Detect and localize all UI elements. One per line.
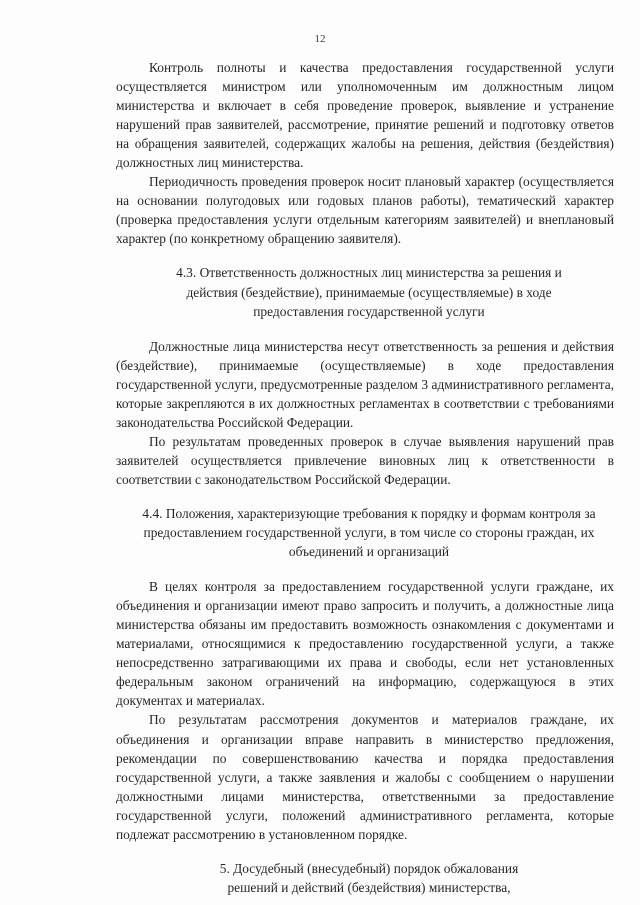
spacer [116,844,614,859]
spacer [116,561,614,577]
heading-section-4-4: 4.4. Положения, характеризующие требования к порядку и формам контроля за предоставлением государственной услуги, в том числе со стороны граждан, их объединений и организаций [142,505,596,560]
spacer [116,489,614,504]
paragraph-inspection-periodicity: Периодичность проведения проверок носит плановый характер (осуществляется на основании полугодовых или годовых планов работы), тематический характер (проверка предоставления услуги отдельным категориям заявителей) и внеплановый характер (по конкретному обращению заявителя). [116,174,614,247]
paragraph-control-scope: Контроль полноты и качества предоставления государственной услуги осуществляется министром или уполномоченным им должностным лицом министерства и включает в себя проведение проверок, выявление и устранение нарушений прав заявителей, рассмотрение, принятие решений и подготовку ответов на обращения заявителей, содержащих жалобы на решения, действия (бездействия) должностных лиц министерства. [116,60,614,171]
spacer [116,248,614,263]
paragraph-citizen-proposals: По результатам рассмотрения документов и материалов граждане, их объединения и организации вправе направить в министерство предложения, рекомендации по совершенствованию качества и порядка предоставления государственной услуги, а также заявления и жалобы с сообщением о нарушении должностными лицами министерства, ответственными за предоставление государственной услуги, положений административного регламента, которые подлежат рассмотрению в установленном порядке. [116,712,614,842]
paragraph-inspection-results: По результатам проведенных проверок в случае выявления нарушений прав заявителей осуществляется привлечение виновных лиц к ответственности в соответствии с законодательством Российской Федерации. [116,433,614,487]
page-number: 12 [314,33,326,45]
heading-section-4-3: 4.3. Ответственность должностных лиц министерства за решения и действия (бездействие), принимаемые (осуществляемые) в ходе предоставления государственной услуги [176,265,562,319]
spacer [116,321,614,337]
document-body [116,58,614,897]
heading-section-5: 5. Досудебный (внесудебный) порядок обжалования решений и действий (бездействия) министерства, [219,860,519,895]
paragraph-citizen-control: В целях контроля за предоставлением государственной услуги граждане, их объединения и организации имеют право запросить и получить, а должностные лица министерства обязаны им предоставить возможность ознакомления с документами и материалами, относящимися к предоставлению государственной услуги, а также непосредственно затрагивающими их права и свободы, если нет установленных федеральным законом ограничений на информацию, содержащуюся в этих документах и материалах. [116,579,614,709]
paragraph-officials-responsibility: Должностные лица министерства несут ответственность за решения и действия (бездействие), принимаемые (осуществляемые) в ходе предоставления государственной услуги, предусмотренные разделом 3 административного регламента, которые закрепляются в их должностных регламентах в соответствии с требованиями законодательства Российской Федерации. [116,338,614,430]
